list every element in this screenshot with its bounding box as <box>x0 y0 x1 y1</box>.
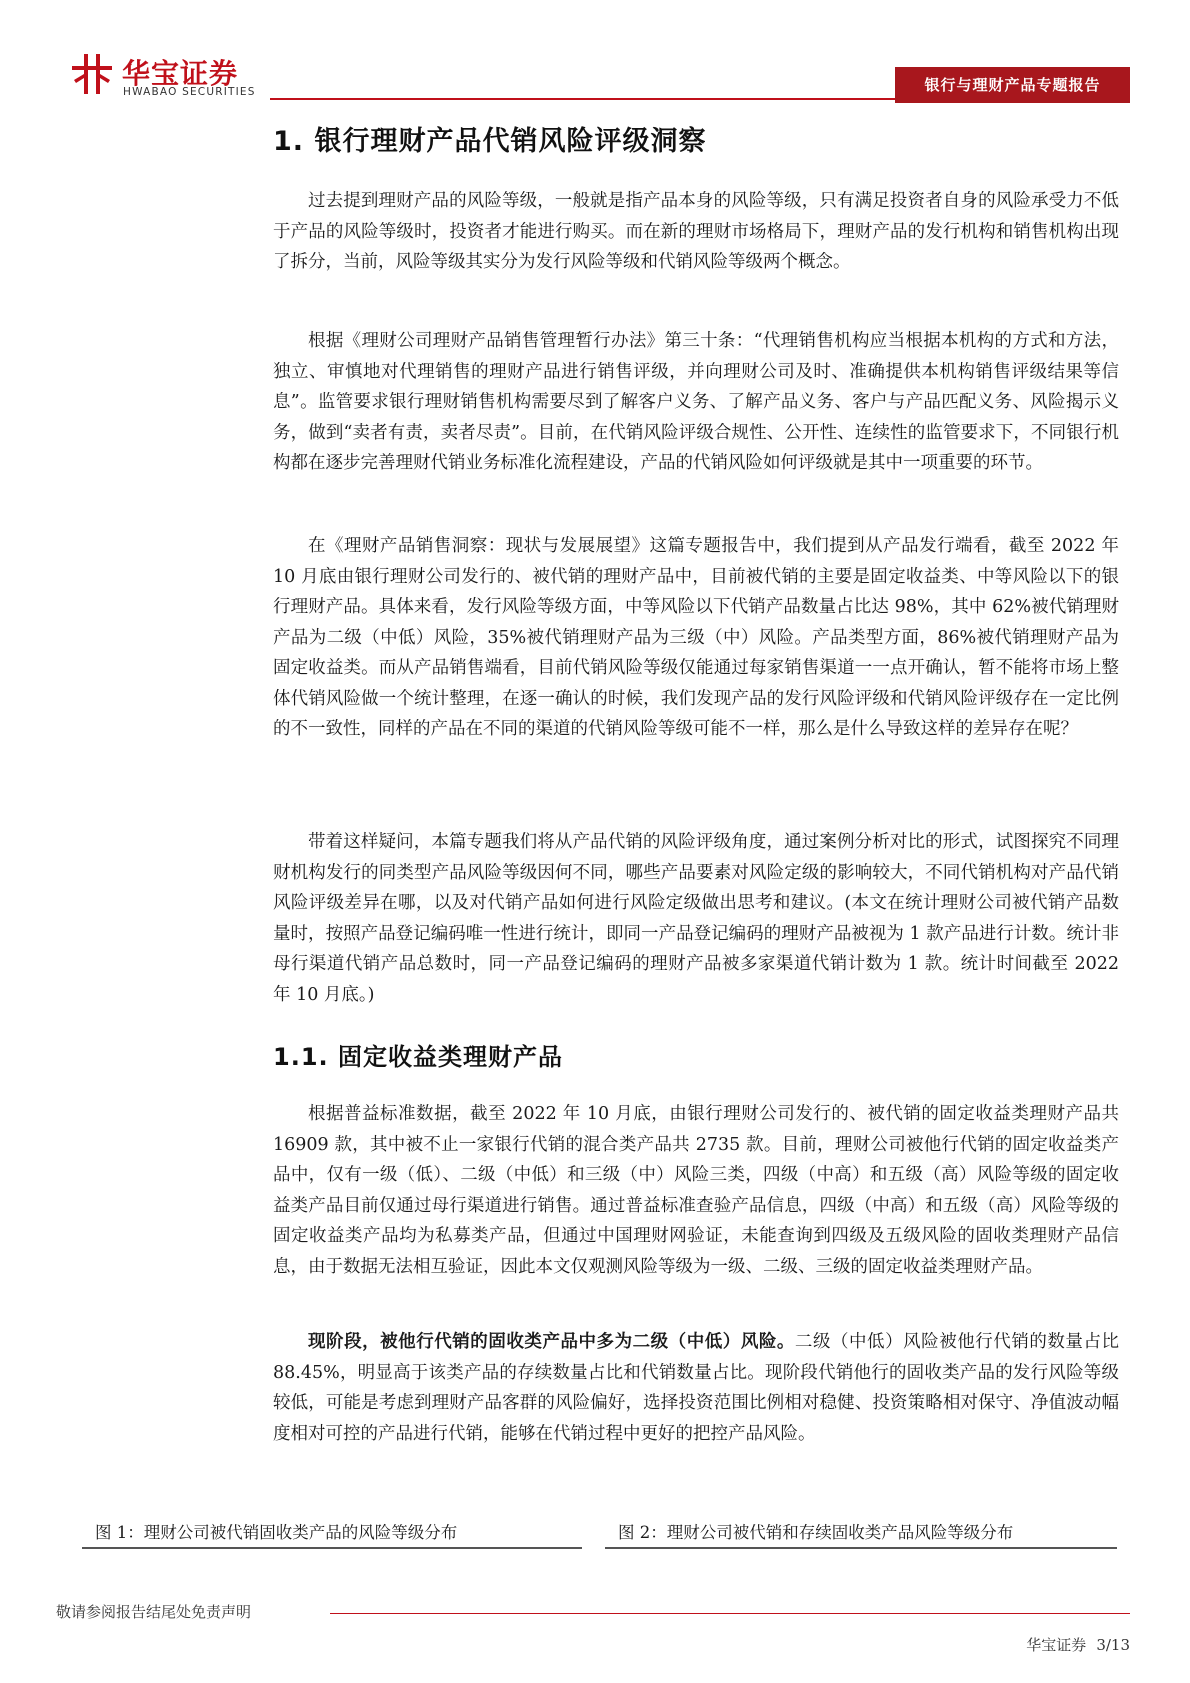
body-paragraph: 根据《理财公司理财产品销售管理暂行办法》第三十条：“代理销售机构应当根据本机构的方式和方法，独立、审慎地对代理销售的理财产品进行销售评级，并向理财公司及时、准确提供本机构销售评级结果等信息”。监管要求银行理财销售机构需要尽到了解客户义务、了解产品义务、客户与产品匹配义务、风险揭示义务，做到“卖者有责，卖者尽责”。目前，在代销风险评级合规性、公开性、连续性的监管要求下，不同银行机构都在逐步完善理财代销业务标准化流程建设，产品的代销风险如何评级就是其中一项重要的环节。 <box>273 331 1119 473</box>
subsection-heading: 1.1. 固定收益类理财产品 <box>273 1043 563 1071</box>
section-heading: 1. 银行理财产品代销风险评级洞察 <box>273 126 707 157</box>
footer-brand: 华宝证券 <box>1026 1636 1087 1654</box>
header-divider <box>270 98 895 100</box>
paragraph-rest: 二级（中低）风险被他行代销的数量占比 88.45%，明显高于该类产品的存续数量占比和代销数量占比。现阶段代销他行的固收类产品的发行风险等级较低，可能是考虑到理财产品客群的风险偏好，选择投资范围比例相对稳健、投资策略相对保守、净值波动幅度相对可控的产品进行代销，能够在代销过程中更好的把控产品风险。 <box>273 1332 1120 1444</box>
body-paragraph: 过去提到理财产品的风险等级，一般就是指产品本身的风险等级，只有满足投资者自身的风险承受力不低于产品的风险等级时，投资者才能进行购买。而在新的理财市场格局下，理财产品的发行机构和销售机构出现了拆分，当前，风险等级其实分为发行风险等级和代销风险等级两个概念。 <box>273 191 1119 272</box>
figure-1-rule <box>82 1547 582 1549</box>
report-type-tag: 银行与理财产品专题报告 <box>895 67 1130 103</box>
footer-divider <box>330 1613 1130 1614</box>
footer-disclaimer: 敬请参阅报告结尾处免责声明 <box>56 1603 252 1621</box>
page-number: 3/13 <box>1096 1636 1130 1654</box>
footer-page-info <box>1016 1634 1130 1655</box>
body-paragraph: 带着这样疑问，本篇专题我们将从产品代销的风险评级角度，通过案例分析对比的形式，试图探究不同理财机构发行的同类型产品风险等级因何不同，哪些产品要素对风险定级的影响较大，不同代销机构对产品代销风险评级差异在哪，以及对代销产品如何进行风险定级做出思考和建议。(本文在统计理财公司被代销产品数量时，按照产品登记编码唯一性进行统计，即同一产品登记编码的理财产品被视为 1 款产品进行计数。统计非母行渠道代销产品总数时，同一产品登记编码的理财产品被多家渠道代销计数为 1 款。统计时间截至 2022 年 10 月底。) <box>273 832 1119 1005</box>
figure-2-caption: 图 2：理财公司被代销和存续固收类产品风险等级分布 <box>618 1523 1014 1542</box>
figure-2-rule <box>605 1547 1117 1549</box>
body-paragraph: 在《理财产品销售洞察：现状与发展展望》这篇专题报告中，我们提到从产品发行端看，截至 2022 年 10 月底由银行理财公司发行的、被代销的理财产品中，目前被代销的主要是固定收益类、中等风险以下的银行理财产品。具体来看，发行风险等级方面，中等风险以下代销产品数量占比达 98%，其中 62%被代销理财产品为二级（中低）风险，35%被代销理财产品为三级（中）风险。产品类型方面，86%被代销理财产品为固定收益类。而从产品销售端看，目前代销风险等级仅能通过每家销售渠道一一点开确认，暂不能将市场上整体代销风险做一个统计整理，在逐一确认的时候，我们发现产品的发行风险评级和代销风险评级存在一定比例的不一致性，同样的产品在不同的渠道的代销风险等级可能不一样，那么是什么导致这样的差异存在呢？ <box>273 536 1119 739</box>
body-paragraph-emphasis <box>273 1327 1119 1449</box>
bold-lead-sentence: 现阶段，被他行代销的固收类产品中多为二级（中低）风险。 <box>308 1332 795 1352</box>
logo-en-text: HWABAO SECURITIES <box>123 86 256 98</box>
figure-1-caption: 图 1：理财公司被代销固收类产品的风险等级分布 <box>95 1523 458 1542</box>
logo-cn-text: 华宝证券 <box>122 57 239 90</box>
company-logo <box>70 48 285 104</box>
hwabao-logo-icon <box>70 52 114 96</box>
body-paragraph: 根据普益标准数据，截至 2022 年 10 月底，由银行理财公司发行的、被代销的固定收益类理财产品共 16909 款，其中被不止一家银行代销的混合类产品共 2735 款。目前，理财公司被他行代销的固定收益类产品中，仅有一级（低）、二级（中低）和三级（中）风险三类，四级（中高）和五级（高）风险等级的固定收益类产品目前仅通过母行渠道进行销售。通过普益标准查验产品信息，四级（中高）和五级（高）风险等级的固定收益类产品均为私募类产品，但通过中国理财网验证，未能查询到四级及五级风险的固收类理财产品信息，由于数据无法相互验证，因此本文仅观测风险等级为一级、二级、三级的固定收益类理财产品。 <box>273 1104 1119 1277</box>
